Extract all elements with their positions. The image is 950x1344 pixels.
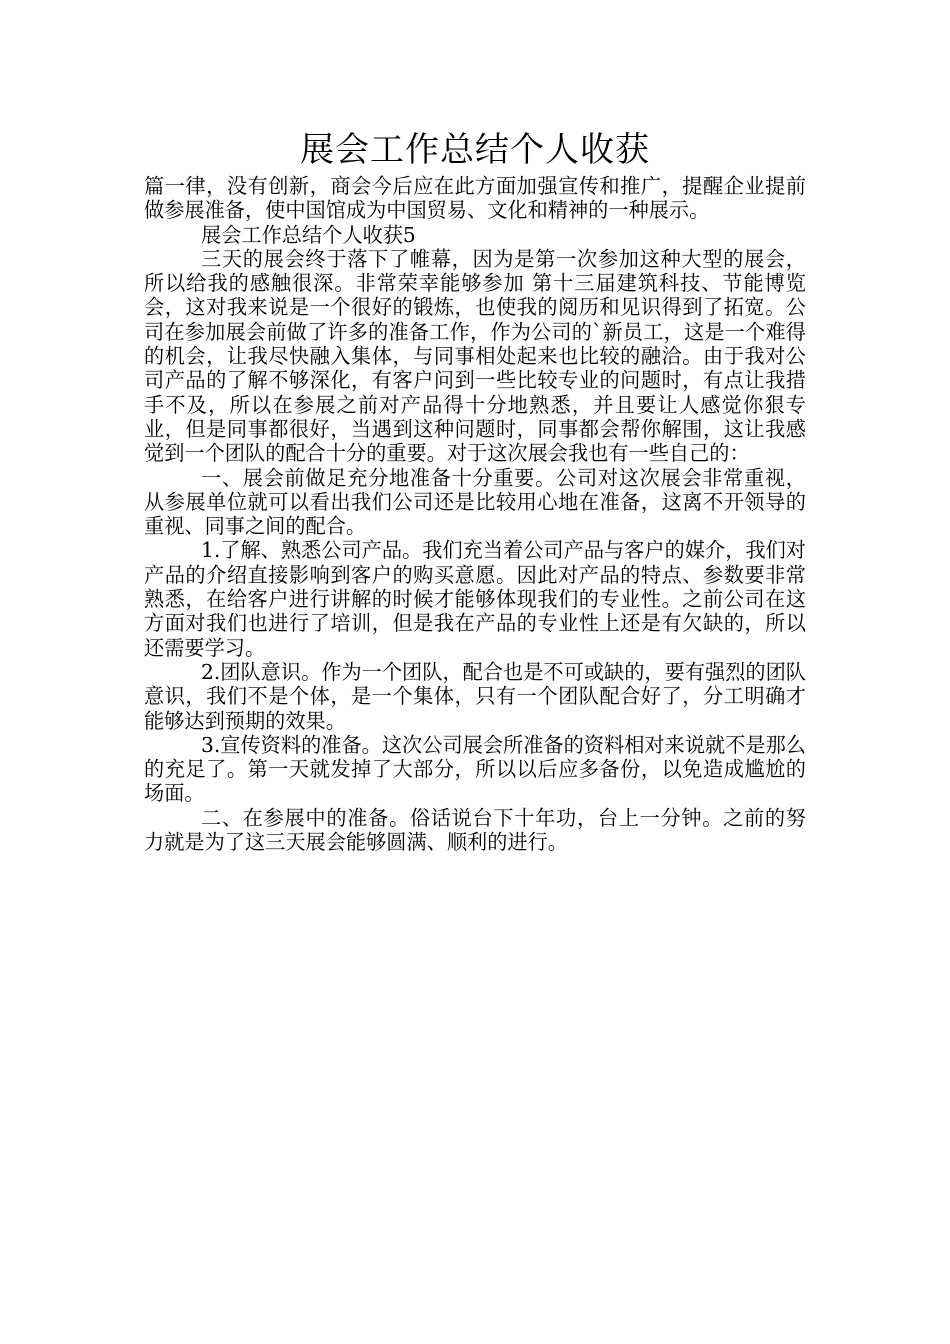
paragraph: 二、在参展中的准备。俗话说台下十年功，台上一分钟。之前的努力就是为了这三天展会能够圆满、顺利的进行。 (144, 805, 806, 855)
paragraph: 3.宣传资料的准备。这次公司展会所准备的资料相对来说就不是那么的充足了。第一天就发掉了大部分，所以以后应多备份，以免造成尴尬的场面。 (144, 732, 806, 806)
document-title: 展会工作总结个人收获 (300, 130, 650, 170)
paragraph: 展会工作总结个人收获5 (201, 222, 416, 247)
paragraph: 三天的展会终于落下了帷幕，因为是第一次参加这种大型的展会，所以给我的感触很深。非常荣幸能够参加 第十三届建筑科技、节能博览会，这对我来说是一个很好的锻炼，也使我的阅历和见识得到了拓宽。公司在参加展会前做了许多的准备工作，作为公司的`新员工，这是一个难得的机会，让我尽快融入集体，与同事相处起来也比较的融洽。由于我对公司产品的了解不够深化，有客户问到一些比较专业的问题时，有点让我措手不及，所以在参展之前对产品得十分地熟悉，并且要让人感觉你狠专业，但是同事都很好，当遇到这种问题时，同事都会帮你解围，这让我感觉到一个团队的配合十分的重要。对于这次展会我也有一些自己的： (144, 246, 806, 466)
paragraph: 一、展会前做足充分地准备十分重要。公司对这次展会非常重视，从参展单位就可以看出我们公司还是比较用心地在准备，这离不开领导的重视、同事之间的配合。 (144, 465, 806, 539)
paragraph: 篇一律，没有创新，商会今后应在此方面加强宣传和推广，提醒企业提前做参展准备，使中国馆成为中国贸易、文化和精神的一种展示。 (144, 174, 806, 223)
paragraph: 2.团队意识。作为一个团队，配合也是不可或缺的，要有强烈的团队意识，我们不是个体，是一个集体，只有一个团队配合好了，分工明确才能够达到预期的效果。 (144, 659, 806, 733)
paragraph: 1.了解、熟悉公司产品。我们充当着公司产品与客户的媒介，我们对产品的介绍直接影响到客户的购买意愿。因此对产品的特点、参数要非常熟悉，在给客户进行讲解的时候才能够体现我们的专业性。之前公司在这方面对我们也进行了培训，但是我在产品的专业性上还是有欠缺的，所以还需要学习。 (144, 538, 806, 660)
document-body (144, 174, 806, 854)
